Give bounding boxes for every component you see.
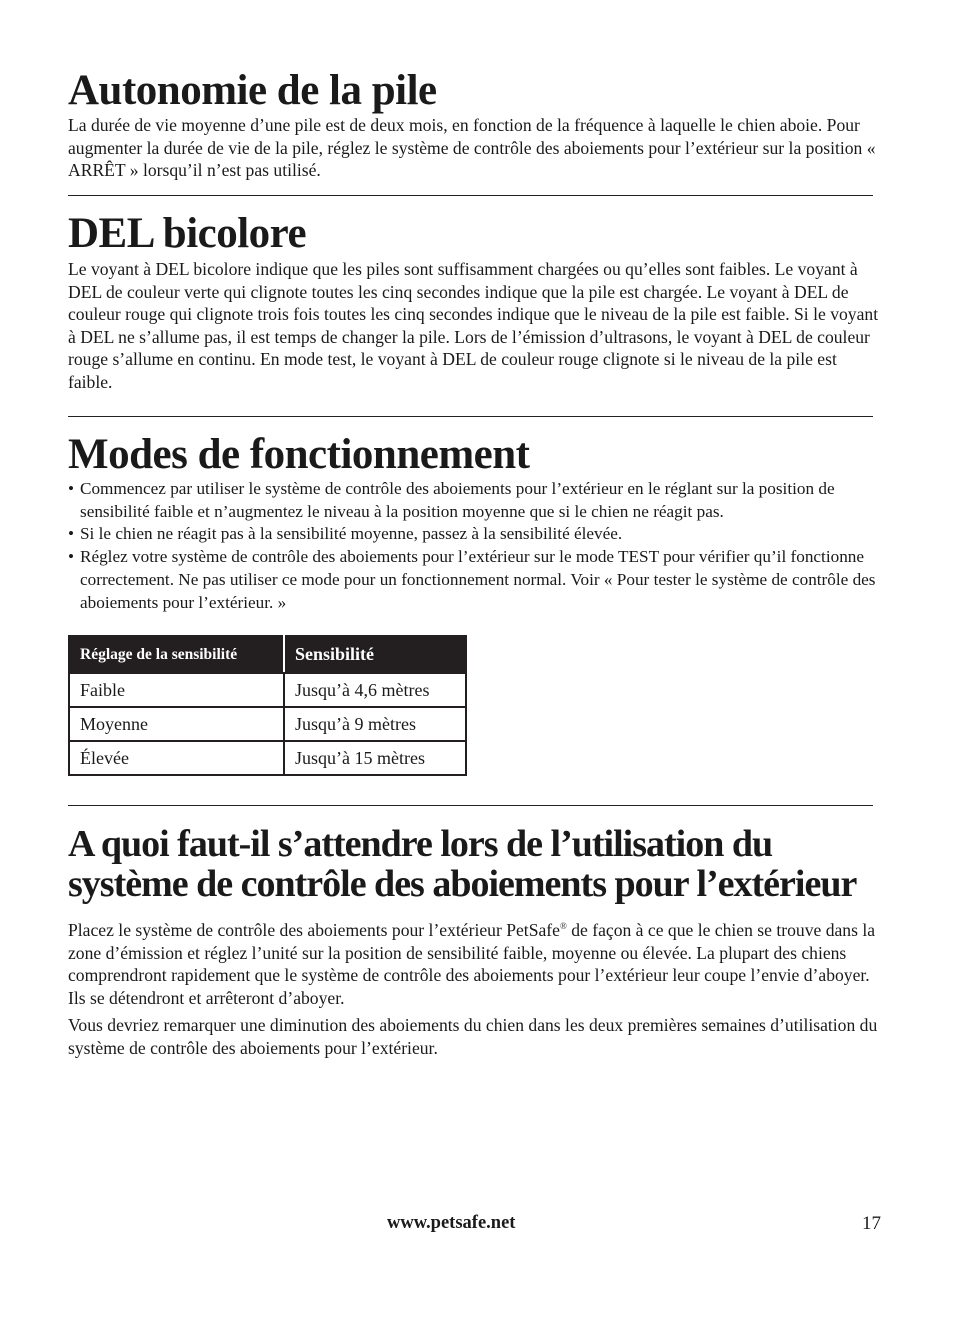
table-row bbox=[69, 707, 466, 741]
list-item bbox=[68, 546, 884, 614]
divider bbox=[68, 416, 873, 417]
bullet-text: Si le chien ne réagit pas à la sensibilité moyenne, passez à la sensibilité élevée. bbox=[80, 524, 623, 544]
registered-mark: ® bbox=[559, 921, 567, 931]
sensitivity-table bbox=[68, 635, 467, 776]
heading-battery: Autonomie de la pile bbox=[68, 67, 437, 114]
modes-bullet-list bbox=[68, 478, 884, 614]
heading-modes: Modes de fonctionnement bbox=[68, 431, 530, 478]
table-row bbox=[69, 741, 466, 775]
bullet-glyph: • bbox=[68, 479, 75, 498]
expect-p1-text-cont: de façon à ce que le chien se trouve dans la zone d’émission et réglez l’unité sur la position de sensibilité faible, moyenne ou élevée. La plupart des chiens comprendront rapidement que le système de contrôle des aboiements pour l’extérieur leur coupe l’envie d’aboyer. Ils se détendront et arrêteront d’aboyer. bbox=[68, 920, 876, 1008]
bullet-glyph: • bbox=[68, 547, 75, 567]
section-modes bbox=[68, 432, 884, 776]
table-cell: Faible bbox=[69, 673, 284, 707]
page-number: 17 bbox=[862, 1213, 881, 1234]
list-item bbox=[68, 478, 884, 523]
table-cell: Élevée bbox=[69, 741, 284, 775]
footer-url: www.petsafe.net bbox=[387, 1213, 516, 1233]
table-header-row bbox=[69, 636, 466, 673]
bullet-text: Réglez votre système de contrôle des aboiements pour l’extérieur sur le mode TEST pour vérifier qu’il fonctionne correctement. Ne pas utiliser ce mode pour un fonctionnement normal. Voir « Pour tester le système de contrôle des aboiements pour l’extérieur. » bbox=[80, 547, 876, 612]
section-led bbox=[68, 211, 884, 393]
column-header-sensitivity: Sensibilité bbox=[284, 636, 466, 673]
divider bbox=[68, 195, 873, 196]
divider bbox=[68, 805, 873, 806]
expect-paragraph-1 bbox=[68, 915, 884, 1009]
table-cell: Jusqu’à 4,6 mètres bbox=[284, 673, 466, 707]
expect-paragraph-2: Vous devriez remarquer une diminution des aboiements du chien dans les deux premières semaines d’utilisation du système de contrôle des aboiements pour l’extérieur. bbox=[68, 1015, 878, 1058]
heading-expect-line-1: A quoi faut-il s’attendre lors de l’utilisation du bbox=[68, 823, 773, 865]
section-expect bbox=[68, 824, 884, 1059]
led-paragraph: Le voyant à DEL bicolore indique que les piles sont suffisamment chargées ou qu’elles sont faibles. Le voyant à DEL de couleur verte qui clignote toutes les cinq secondes indique que la pile est chargée. Le voyant à DEL de couleur rouge qui clignote trois fois toutes les cinq secondes indique que le niveau de la pile est faible. Si le voyant à DEL ne s’allume pas, il est temps de changer la pile. Lors de l’émission d’ultrasons, le voyant à DEL de couleur rouge s’allume en continu. En mode test, le voyant à DEL de couleur rouge clignote si le niveau de la pile est faible. bbox=[68, 259, 879, 392]
heading-expect-line-2: système de contrôle des aboiements pour l’extérieur bbox=[68, 863, 857, 905]
expect-p1-text: Placez le système de contrôle des aboiements pour l’extérieur PetSafe bbox=[68, 920, 560, 940]
table-row bbox=[69, 673, 466, 707]
table-cell: Jusqu’à 15 mètres bbox=[284, 741, 466, 775]
section-battery bbox=[68, 68, 884, 182]
bullet-text: Commencez par utiliser le système de contrôle des aboiements pour l’extérieur en le réglant sur la position de sensibilité faible et n’augmentez le niveau à la position moyenne que si le chien ne réagit pas. bbox=[80, 479, 835, 521]
column-header-setting: Réglage de la sensibilité bbox=[69, 636, 284, 673]
list-item bbox=[68, 523, 884, 546]
table-cell: Moyenne bbox=[69, 707, 284, 741]
bullet-glyph: • bbox=[68, 524, 75, 544]
table-cell: Jusqu’à 9 mètres bbox=[284, 707, 466, 741]
heading-expect bbox=[68, 824, 884, 904]
battery-paragraph: La durée de vie moyenne d’une pile est de deux mois, en fonction de la fréquence à laquelle le chien aboie. Pour augmenter la durée de vie de la pile, réglez le système de contrôle des aboiements pour l’extérieur sur la position « ARRÊT » lorsqu’il n’est pas utilisé. bbox=[68, 115, 876, 180]
heading-led: DEL bicolore bbox=[68, 210, 307, 257]
